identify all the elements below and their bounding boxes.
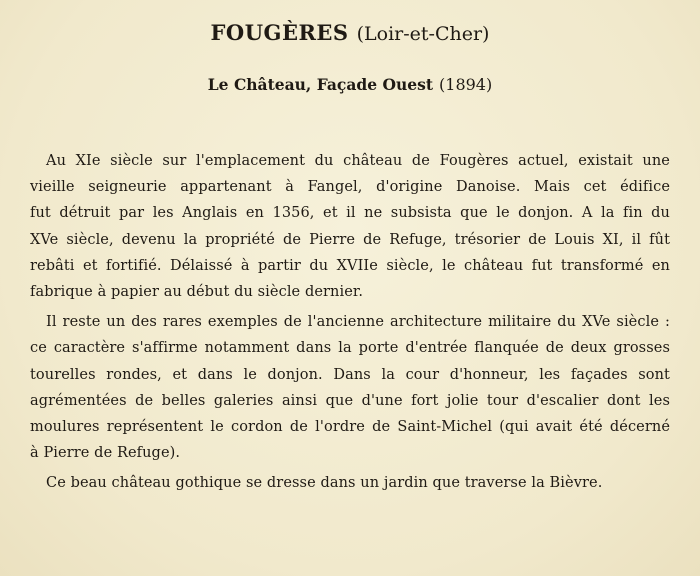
text-line: tourelles rondes, et dans le donjon. Dans la cour d'honneur, les façades sont: [30, 366, 670, 383]
page-subtitle: [0, 73, 700, 97]
text-line: à Pierre de Refuge).: [30, 445, 181, 462]
text-line: agrémentées de belles galeries ainsi que d'une fort jolie tour d'escalier dont les: [30, 392, 670, 409]
text-line: Ce beau château gothique se dresse dans un jardin que traverse la Bièvre.: [46, 475, 603, 492]
text-line: fut détruit par les Anglais en 1356, et il ne subsista que le donjon. A la fin du: [30, 205, 670, 222]
title-region: (Loir-et-Cher): [356, 23, 490, 45]
subtitle-year: (1894): [439, 75, 493, 94]
text-line: moulures représentent le cordon de l'ordre de Saint-Michel (qui avait été décerné: [30, 418, 670, 435]
text-line: rebâti et fortifié. Délaissé à partir du XVIIe siècle, le château fut transformé en: [30, 257, 670, 274]
text-line: XVe siècle, devenu la propriété de Pierre de Refuge, trésorier de Louis XI, il fût: [30, 231, 670, 248]
text-line: Au XIe siècle sur l'emplacement du château de Fougères actuel, existait une: [46, 153, 670, 169]
text-line: Il reste un des rares exemples de l'ancienne architecture militaire du XVe siècle :: [46, 314, 670, 331]
text-line: ce caractère s'affirme notamment dans la porte d'entrée flanquée de deux grosses: [30, 340, 670, 357]
body-text: [30, 148, 670, 496]
paragraph-2: [30, 309, 670, 466]
paragraph-1: [30, 148, 670, 305]
page-title: [0, 18, 700, 49]
paragraph-3: [30, 470, 670, 496]
text-line: fabrique à papier au début du siècle dernier.: [30, 283, 364, 300]
title-place: FOUGÈRES: [210, 20, 349, 45]
subtitle-text: Le Château, Façade Ouest: [207, 75, 434, 94]
text-line: vieille seigneurie appartenant à Fangel, d'origine Danoise. Mais cet édifice: [30, 179, 670, 196]
